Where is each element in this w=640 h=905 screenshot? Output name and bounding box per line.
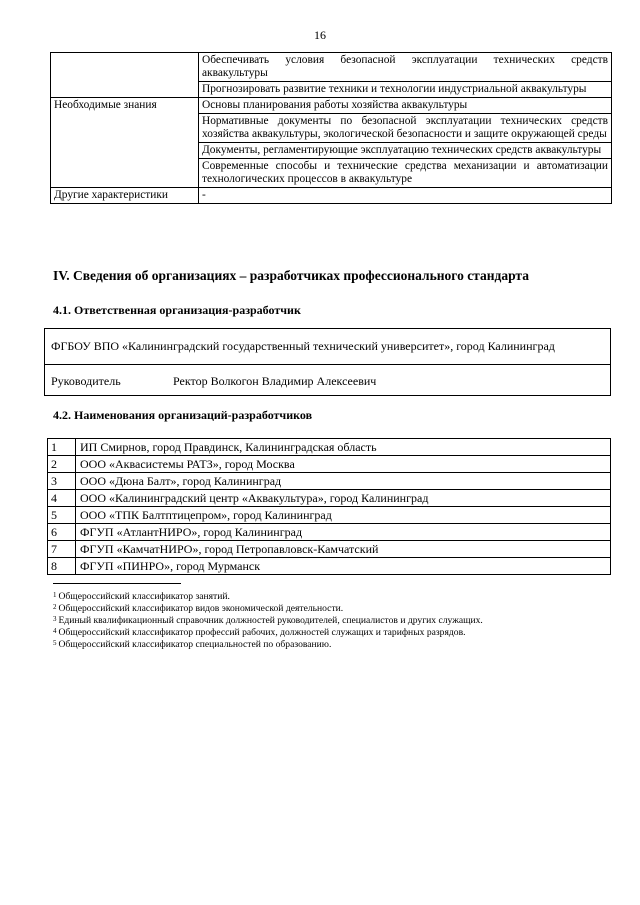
footnote-marker: 2 xyxy=(53,603,57,611)
responsible-organization-box xyxy=(44,328,611,396)
footnote xyxy=(53,639,483,651)
table-row xyxy=(51,98,612,114)
footnote-marker: 5 xyxy=(53,639,57,647)
table-row xyxy=(51,188,612,204)
footnote-text: Общероссийский классификатор профессий рабочих, должностей служащих и тарифных разрядов. xyxy=(58,627,466,638)
footnote-text: Единый квалификационный справочник должностей руководителей, специалистов и других служащих. xyxy=(58,615,483,626)
organization-name: ООО «ТПК Балтптицепром», город Калининград xyxy=(76,507,611,524)
footnote-marker: 1 xyxy=(53,591,57,599)
row-number: 1 xyxy=(48,439,76,456)
requirement-item: Прогнозировать развитие техники и технологии индустриальной аквакультуры xyxy=(199,82,612,98)
footnote xyxy=(53,627,483,639)
footnote xyxy=(53,603,483,615)
row-number: 2 xyxy=(48,456,76,473)
footnote-text: Общероссийский классификатор занятий. xyxy=(58,591,230,602)
section-4-title: IV. Сведения об организациях – разработчиках профессионального стандарта xyxy=(53,268,529,283)
head-label: Руководитель xyxy=(51,374,121,388)
table-row xyxy=(48,541,611,558)
table-row xyxy=(48,490,611,507)
requirement-category: Другие характеристики xyxy=(51,188,199,204)
table-row xyxy=(48,558,611,575)
organization-head-row xyxy=(45,365,610,395)
table-row xyxy=(48,456,611,473)
responsible-organization-name: ФГБОУ ВПО «Калининградский государственный технический университет», город Калининград xyxy=(45,329,610,365)
row-number: 8 xyxy=(48,558,76,575)
developer-organizations-table xyxy=(47,438,611,575)
requirement-item: - xyxy=(199,188,612,204)
organization-name: ФГУП «КамчатНИРО», город Петропавловск-Камчатский xyxy=(76,541,611,558)
table-row xyxy=(48,439,611,456)
head-value: Ректор Волкогон Владимир Алексеевич xyxy=(173,374,377,388)
table-row xyxy=(48,473,611,490)
organization-name: ООО «Калининградский центр «Аквакультура», город Калининград xyxy=(76,490,611,507)
organization-name: ФГУП «АтлантНИРО», город Калининград xyxy=(76,524,611,541)
subsection-4-1-title: 4.1. Ответственная организация-разработчик xyxy=(53,303,301,317)
table-row xyxy=(48,507,611,524)
footnote-text: Общероссийский классификатор видов экономической деятельности. xyxy=(58,603,344,614)
footnote-text: Общероссийский классификатор специальностей по образованию. xyxy=(58,639,332,650)
requirement-item: Документы, регламентирующие эксплуатацию технических средств аквакультуры xyxy=(199,143,612,159)
organization-name: ООО «Аквасистемы РАТЗ», город Москва xyxy=(76,456,611,473)
organization-name: ФГУП «ПИНРО», город Мурманск xyxy=(76,558,611,575)
footnote xyxy=(53,615,483,627)
footnotes xyxy=(53,591,483,651)
footnote xyxy=(53,591,483,603)
table-row xyxy=(51,53,612,82)
requirements-table xyxy=(50,52,612,204)
row-number: 3 xyxy=(48,473,76,490)
subsection-4-2-title: 4.2. Наименования организаций-разработчиков xyxy=(53,408,313,422)
organization-name: ИП Смирнов, город Правдинск, Калининградская область xyxy=(76,439,611,456)
row-number: 5 xyxy=(48,507,76,524)
row-number: 7 xyxy=(48,541,76,558)
footnote-marker: 4 xyxy=(53,627,57,635)
page-number: 16 xyxy=(314,28,326,42)
requirement-item: Нормативные документы по безопасной эксплуатации технических средств хозяйства аквакультуры, экологической безопасности и защите окружающей среды xyxy=(199,114,612,143)
footnote-separator xyxy=(53,583,181,584)
row-number: 6 xyxy=(48,524,76,541)
requirement-item: Основы планирования работы хозяйства аквакультуры xyxy=(199,98,612,114)
footnote-marker: 3 xyxy=(53,615,57,623)
requirement-category: Необходимые знания xyxy=(51,98,199,188)
requirement-category xyxy=(51,53,199,98)
row-number: 4 xyxy=(48,490,76,507)
table-row xyxy=(48,524,611,541)
organization-name: ООО «Дюна Балт», город Калининград xyxy=(76,473,611,490)
requirement-item: Обеспечивать условия безопасной эксплуатации технических средств аквакультуры xyxy=(199,53,612,82)
requirement-item: Современные способы и технические средства механизации и автоматизации технологических процессов в аквакультуре xyxy=(199,159,612,188)
